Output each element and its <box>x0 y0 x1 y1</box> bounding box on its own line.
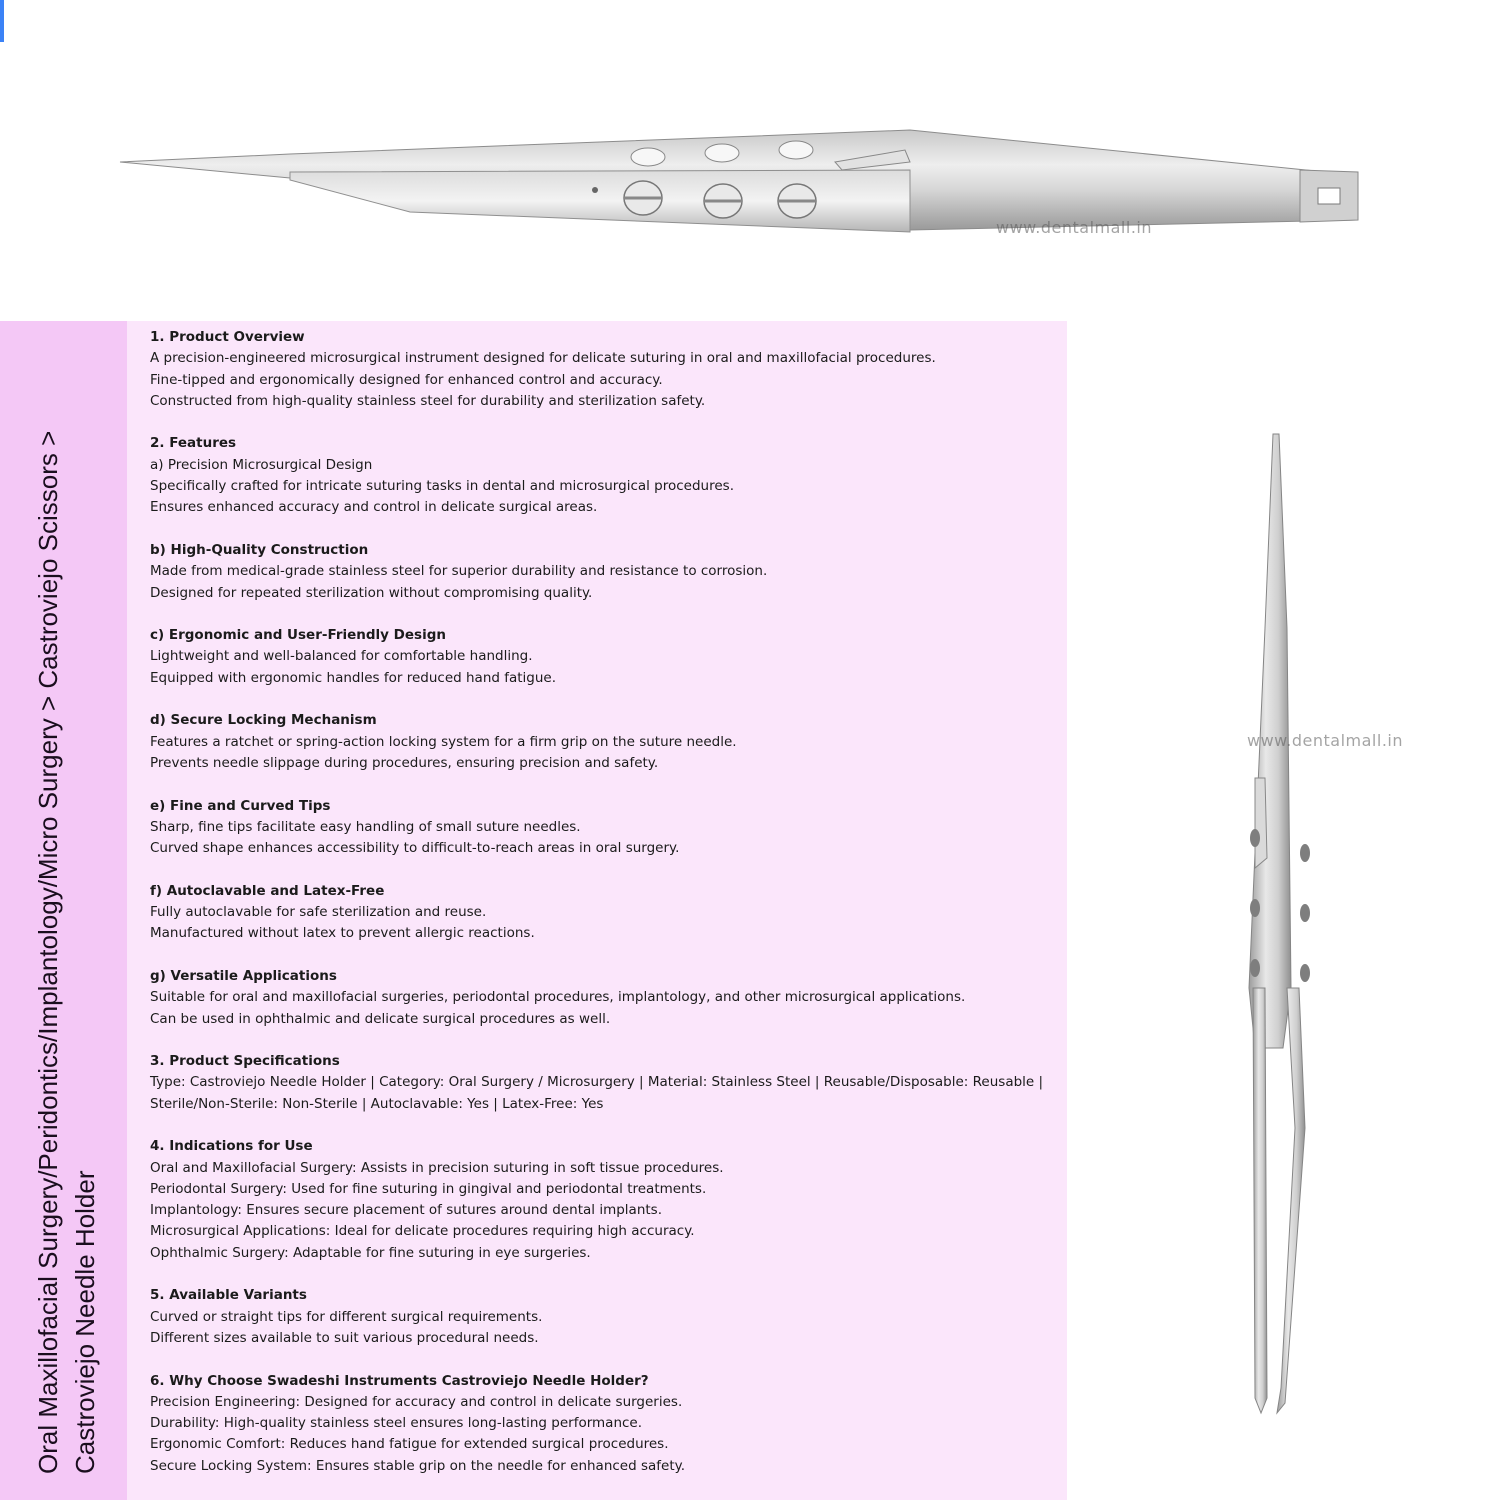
section-heading: e) Fine and Curved Tips <box>150 797 331 814</box>
description-section <box>150 540 1060 604</box>
description-section <box>150 796 1060 860</box>
section-line: Ensures enhanced accuracy and control in delicate surgical areas. <box>150 499 598 516</box>
section-line: Periodontal Surgery: Used for fine suturing in gingival and periodontal treatments. <box>150 1180 707 1197</box>
section-heading: 4. Indications for Use <box>150 1138 313 1155</box>
section-line: Features a ratchet or spring-action locking system for a firm grip on the suture needle. <box>150 733 737 750</box>
section-line: Can be used in ophthalmic and delicate surgical procedures as well. <box>150 1010 611 1027</box>
section-line: Durability: High-quality stainless steel ensures long-lasting performance. <box>150 1415 643 1432</box>
product-image-horizontal <box>110 120 1370 250</box>
section-line: Microsurgical Applications: Ideal for delicate procedures requiring high accuracy. <box>150 1223 695 1240</box>
section-line: Ophthalmic Surgery: Adaptable for fine suturing in eye surgeries. <box>150 1244 591 1261</box>
description-section <box>150 433 1060 518</box>
section-line: Suitable for oral and maxillofacial surgeries, periodontal procedures, implantology, and other microsurgical applications. <box>150 989 966 1006</box>
section-line: Lightweight and well-balanced for comfortable handling. <box>150 648 533 665</box>
section-heading: f) Autoclavable and Latex-Free <box>150 882 385 899</box>
accent-bar <box>0 0 4 42</box>
description-section <box>150 966 1060 1030</box>
section-heading: 2. Features <box>150 435 237 452</box>
section-line: Fine-tipped and ergonomically designed for enhanced control and accuracy. <box>150 371 663 388</box>
breadcrumb: Oral Maxillofacial Surgery/Peridontics/Implantology/Micro Surgery > Castroviejo Scissors > Castroviejo Needle Holder <box>33 430 100 1474</box>
section-heading: b) High-Quality Construction <box>150 541 369 558</box>
section-line: Curved shape enhances accessibility to difficult-to-reach areas in oral surgery. <box>150 840 680 857</box>
section-line: Fully autoclavable for safe sterilization and reuse. <box>150 904 487 921</box>
product-description <box>150 327 1060 1498</box>
section-line: Secure Locking System: Ensures stable grip on the needle for enhanced safety. <box>150 1457 685 1474</box>
section-line: Implantology: Ensures secure placement of sutures around dental implants. <box>150 1202 662 1219</box>
section-heading: 3. Product Specifications <box>150 1053 340 1070</box>
description-section <box>150 625 1060 689</box>
section-heading: 5. Available Variants <box>150 1287 307 1304</box>
section-line: Ergonomic Comfort: Reduces hand fatigue for extended surgical procedures. <box>150 1436 669 1453</box>
section-line: Oral and Maxillofacial Surgery: Assists in precision suturing in soft tissue procedures. <box>150 1159 724 1176</box>
section-heading: 6. Why Choose Swadeshi Instruments Castroviejo Needle Holder? <box>150 1372 649 1389</box>
description-section <box>150 1371 1060 1477</box>
section-line: Manufactured without latex to prevent allergic reactions. <box>150 925 535 942</box>
section-line: Precision Engineering: Designed for accuracy and control in delicate surgeries. <box>150 1393 683 1410</box>
section-line: Different sizes available to suit various procedural needs. <box>150 1329 539 1346</box>
section-heading: 1. Product Overview <box>150 329 305 345</box>
description-section <box>150 881 1060 945</box>
section-line: Designed for repeated sterilization without compromising quality. <box>150 584 593 601</box>
section-line: Specifically crafted for intricate suturing tasks in dental and microsurgical procedures. <box>150 478 735 495</box>
section-line: Type: Castroviejo Needle Holder | Category: Oral Surgery / Microsurgery | Material: Stainless Steel | Reusable/Disposable: Reusable | Sterile/Non-Sterile: Non-Sterile | Autoclavable: Yes | Latex-Free: Yes <box>150 1074 1044 1112</box>
description-section <box>150 1051 1060 1115</box>
description-section <box>150 327 1060 412</box>
section-line: Prevents needle slippage during procedures, ensuring precision and safety. <box>150 754 659 771</box>
section-heading: c) Ergonomic and User-Friendly Design <box>150 627 446 644</box>
description-section <box>150 1136 1060 1264</box>
section-line: Made from medical-grade stainless steel for superior durability and resistance to corrosion. <box>150 563 768 580</box>
breadcrumb-container <box>30 354 104 1474</box>
description-section <box>150 1285 1060 1349</box>
section-heading: g) Versatile Applications <box>150 967 337 984</box>
description-section <box>150 710 1060 774</box>
section-line: A precision-engineered microsurgical instrument designed for delicate suturing in oral and maxillofacial procedures. <box>150 350 936 367</box>
product-image-vertical <box>1225 428 1335 1418</box>
section-heading: d) Secure Locking Mechanism <box>150 712 377 729</box>
section-line: Curved or straight tips for different surgical requirements. <box>150 1308 543 1325</box>
section-line: Constructed from high-quality stainless steel for durability and sterilization safety. <box>150 392 706 409</box>
watermark-top: www.dentalmall.in <box>996 218 1152 237</box>
section-line: a) Precision Microsurgical Design <box>150 456 373 473</box>
section-line: Equipped with ergonomic handles for reduced hand fatigue. <box>150 669 557 686</box>
section-line: Sharp, fine tips facilitate easy handling of small suture needles. <box>150 818 581 835</box>
watermark-right: www.dentalmall.in <box>1247 731 1403 750</box>
